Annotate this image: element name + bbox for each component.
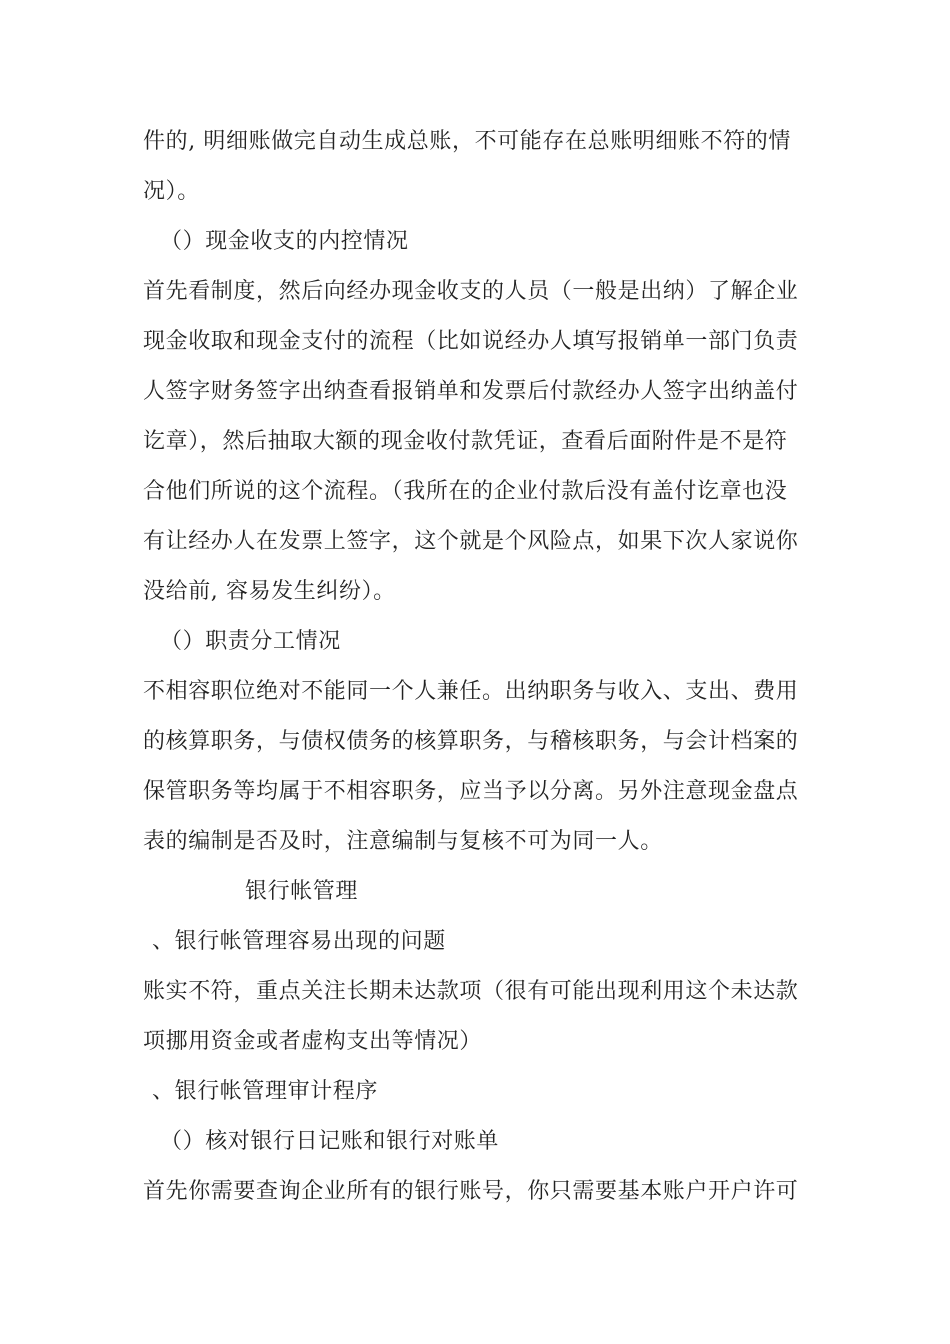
paragraph-line: 讫章），然后抽取大额的现金收付款凭证，查看后面附件是不是符	[143, 429, 788, 454]
paragraph-line: 项挪用资金或者虚构支出等情况）	[143, 1029, 483, 1054]
paragraph-line: 首先看制度，然后向经办现金收支的人员（一般是出纳）了解企业	[143, 279, 799, 304]
paragraph-line: 件的, 明细账做完自动生成总账，不可能存在总账明细账不符的情	[143, 129, 791, 154]
paragraph-line: 没给前, 容易发生纠纷）。	[143, 579, 396, 604]
section-heading: （）现金收支的内控情况	[160, 229, 409, 254]
section-heading: （）职责分工情况	[160, 629, 341, 654]
paragraph-line: 不相容职位绝对不能同一个人兼任。出纳职务与收入、支出、费用	[143, 679, 799, 704]
paragraph-line: 况）。	[143, 179, 200, 204]
chapter-heading: 银行帐管理	[245, 879, 359, 904]
paragraph-line: 保管职务等均属于不相容职务，应当予以分离。另外注意现金盘点	[143, 779, 799, 804]
paragraph-line: 有让经办人在发票上签字，这个就是个风险点，如果下次人家说你	[143, 529, 799, 554]
paragraph-line: 现金收取和现金支付的流程（比如说经办人填写报销单一部门负责	[143, 329, 799, 354]
section-heading: 、银行帐管理审计程序	[152, 1079, 379, 1104]
paragraph-line: 首先你需要查询企业所有的银行账号，你只需要基本账户开户许可	[143, 1179, 799, 1204]
section-heading: （）核对银行日记账和银行对账单	[160, 1129, 500, 1154]
paragraph-line: 的核算职务，与债权债务的核算职务，与稽核职务，与会计档案的	[143, 729, 799, 754]
paragraph-line: 表的编制是否及时，注意编制与复核不可为同一人。	[143, 829, 663, 854]
paragraph-line: 人签字财务签字出纳查看报销单和发票后付款经办人签字出纳盖付	[143, 379, 799, 404]
paragraph-line: 合他们所说的这个流程。（我所在的企业付款后没有盖付讫章也没	[143, 479, 788, 504]
paragraph-line: 账实不符，重点关注长期未达款项（很有可能出现利用这个未达款	[143, 979, 799, 1004]
section-heading: 、银行帐管理容易出现的问题	[152, 929, 446, 954]
